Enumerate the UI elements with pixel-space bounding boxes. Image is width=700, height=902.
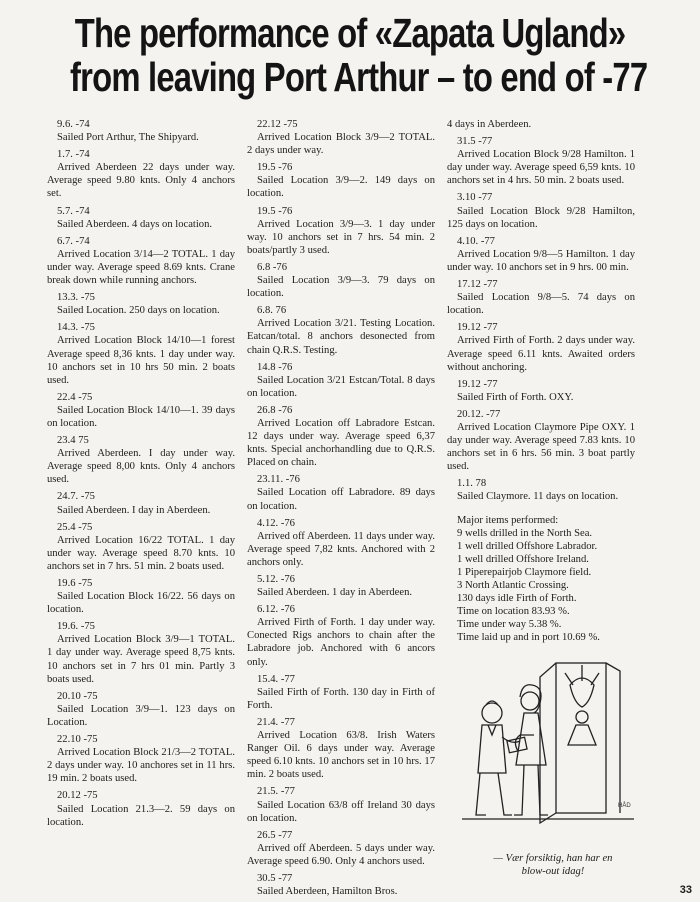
log-entry-date: 14.8 -76 — [257, 361, 293, 373]
log-entry — [47, 620, 235, 685]
log-entry-text: Sailed Firth of Forth. 130 day in Firth of Forth. — [247, 686, 435, 711]
log-entry-date: 1.7. -74 — [57, 149, 90, 161]
log-entry-text: Arrived Aberdeen 22 days under way. Average speed 9.80 knts. Only 4 anchors set. — [47, 162, 235, 200]
log-entry-date: 15.4. -77 — [257, 673, 295, 685]
log-entry-date: 6.7. -74 — [57, 235, 90, 247]
major-item: Time laid up and in port 10.69 %. — [457, 632, 600, 644]
log-entry-text: Sailed Aberdeen. I day in Aberdeen. — [57, 504, 211, 516]
log-entry-date: 22.10 -75 — [57, 734, 98, 746]
log-entry-text: Sailed Location 9/8—5. 74 days on location. — [447, 292, 635, 317]
log-entry-text: Sailed Location Block 14/10—1. 39 days on location. — [47, 404, 235, 429]
log-column-3 — [447, 118, 635, 644]
log-entry-text: Arrived off Aberdeen. 11 days under way. Average speed 7,82 knts. Anchored with 2 anchors only. — [247, 530, 435, 568]
log-entry — [47, 789, 235, 828]
log-entry — [247, 872, 435, 898]
log-entry — [247, 404, 435, 469]
major-items-section — [447, 514, 635, 645]
log-column-2 — [247, 118, 435, 902]
log-entry — [247, 304, 435, 356]
major-item: 1 well drilled Offshore Labrador. — [457, 540, 598, 552]
log-entry-text: Sailed Aberdeen. 1 day in Aberdeen. — [257, 587, 413, 599]
log-entry-date: 19.12 -77 — [457, 322, 498, 334]
log-entry-date: 20.10 -75 — [57, 690, 98, 702]
log-entry-date: 17.12 -77 — [457, 279, 498, 291]
log-entry-date: 22.12 -75 — [257, 119, 298, 130]
log-entry-date: 3.10 -77 — [457, 192, 493, 204]
log-entry — [47, 521, 235, 573]
log-entry-date: 19.12 -77 — [457, 378, 498, 390]
log-entry-date: 23.4 75 — [57, 435, 89, 447]
log-entry-date: 24.7. -75 — [57, 491, 95, 503]
log-entry-text: Sailed Aberdeen. 4 days on location. — [57, 218, 213, 230]
log-entry-text: Arrived Location 16/22 TOTAL. 1 day under way. Average speed 8.70 knts. 10 anchors set in 7 hrs. 51 min. 2 boats used. — [47, 534, 235, 572]
log-entry-date: 20.12. -77 — [457, 408, 501, 420]
log-entry-text: Sailed Location Block 9/28 Hamilton, 125 days on location. — [447, 205, 635, 230]
log-entry — [447, 278, 635, 317]
log-entry-date: 4.12. -76 — [257, 517, 295, 529]
log-entry — [247, 261, 435, 300]
page-number: 33 — [679, 884, 692, 896]
log-entry — [247, 673, 435, 712]
major-item: 130 days idle Firth of Forth. — [457, 593, 577, 605]
cartoon-illustration — [458, 655, 638, 830]
log-entry-text: Arrived Location Block 9/28 Hamilton. 1 day under way. Average speed 6,59 knts. 10 anchors set in 4 hrs. 50 min. 2 boats used. — [447, 149, 635, 187]
major-item: Time on location 83.93 %. — [457, 606, 570, 618]
log-entry-text: Sailed Firth of Forth. OXY. — [457, 391, 574, 403]
log-entry-text: Sailed Port Arthur, The Shipyard. — [57, 132, 199, 144]
log-entry-date: 5.12. -76 — [257, 574, 295, 585]
log-entry-text: Sailed Location 3/9—2. 149 days on location. — [247, 175, 435, 200]
log-entry-date: 19.5 -76 — [257, 162, 293, 174]
log-entry-date: 20.12 -75 — [57, 790, 98, 802]
log-entry-text: Arrived Location Block 3/9—2 TOTAL. 2 days under way. — [247, 132, 435, 157]
log-entry-text: Arrived Location 63/8. Irish Waters Ranger Oil. 6 days under way. Average speed 6.10 knts. 10 anchors set in 10 hrs. 17 min. 2 boats used. — [247, 730, 435, 781]
log-entry-text: Arrived Location off Labradore Estcan. 12 days under way. Average speed 6,37 knts. Special anchorhandling due to Q.R.S. Placed on chain. — [247, 417, 435, 469]
log-entry-text: Sailed Location 63/8 off Ireland 30 days on location. — [247, 799, 435, 824]
log-entry-text: Sailed Location 3/21 Estcan/Total. 8 days on location. — [247, 374, 435, 399]
log-entry — [247, 716, 435, 781]
log-entry-text: Arrived Location Block 21/3—2 TOTAL. 2 days under way. 10 anchores set in 11 hrs. 19 min. 2 boats used. — [47, 747, 235, 785]
log-entry-date: 23.11. -76 — [257, 474, 300, 486]
log-entry — [47, 577, 235, 616]
log-entry-date: 1.1. 78 — [457, 478, 487, 490]
major-item: 9 wells drilled in the North Sea. — [457, 527, 593, 539]
log-entry-text: Sailed Location Block 16/22. 56 days on location. — [47, 591, 235, 616]
log-entry — [447, 378, 635, 404]
log-entry-date: 22.4 -75 — [57, 391, 93, 403]
major-item: 1 well drilled Offshore Ireland. — [457, 553, 589, 565]
log-entry-date: 6.8 -76 — [257, 261, 288, 273]
log-entry-date: 6.12. -76 — [257, 604, 295, 616]
log-entry-text: Arrived Location Claymore Pipe OXY. 1 day under way. Average speed 7.83 knts. 10 anchors set in 6 hrs. 56 min. 3 boat partly used. — [447, 421, 635, 473]
log-entry-text: Sailed Location off Labradore. 89 days on location. — [247, 487, 435, 512]
log-entry — [247, 573, 435, 599]
log-entry — [247, 161, 435, 200]
log-entry-date: 30.5 -77 — [257, 872, 293, 884]
cartoon-caption-line-1: — Vær forsiktig, han har en — [493, 853, 613, 864]
log-entry — [247, 829, 435, 868]
log-entry-text: Arrived Firth of Forth. 1 day under way. Conected Rigs anchors to chain after the Labradore job. Anchored with 6 ancors only. — [247, 617, 435, 668]
major-item: 3 North Atlantic Crossing. — [457, 580, 569, 591]
log-entry — [247, 603, 435, 668]
cartoon-caption — [458, 852, 648, 878]
log-entry-text: Sailed Location 3/9—1. 123 days on Location. — [47, 703, 235, 728]
log-entry-text: Arrived Location 3/9—3. 1 day under way. 10 anchors set in 7 hrs. 54 min. 2 boats/partly 3 used. — [247, 218, 435, 256]
log-entry — [47, 391, 235, 430]
log-entry-date: 19.6. -75 — [57, 621, 95, 633]
log-entry-text: Arrived Location Block 14/10—1 forest Average speed 8,36 knts. 1 day under way. 10 anchors set in 10 hrs 50 min. 2 boats used. — [47, 335, 235, 386]
log-column-1 — [47, 118, 235, 833]
log-entry — [447, 408, 635, 473]
log-entry-text: Sailed Location 21.3—2. 59 days on location. — [47, 803, 235, 828]
log-entry-text: Arrived Firth of Forth. 2 days under way. Average speed 6.11 knts. Awaited orders without anchoring. — [447, 335, 635, 373]
log-entry-date: 31.5 -77 — [457, 136, 493, 148]
log-entry — [447, 477, 635, 503]
log-entry — [247, 118, 435, 157]
log-entry-date: 6.8. 76 — [257, 305, 287, 317]
log-entry-date: 26.5 -77 — [257, 829, 293, 841]
major-item: Time under way 5.38 %. — [457, 619, 562, 631]
log-column-3-entries — [447, 118, 635, 504]
log-entry-date: 26.8 -76 — [257, 404, 293, 416]
log-entry-text: Arrived Aberdeen. I day under way. Average speed 8,00 knts. Only 4 anchors used. — [47, 448, 235, 486]
log-entry-text: Sailed Location. 250 days on location. — [57, 305, 220, 317]
log-entry — [47, 205, 235, 231]
log-entry-text: Arrived Location 3/21. Testing Location. Eatcan/total. 8 anchors desonected from chain Q.R.S. Testing. — [247, 318, 435, 356]
log-entry — [447, 191, 635, 230]
log-entry — [47, 434, 235, 486]
major-items-list — [447, 527, 635, 645]
log-entry — [47, 733, 235, 785]
log-entry-date: 13.3. -75 — [57, 292, 95, 304]
log-entry — [447, 118, 635, 131]
log-entry — [247, 205, 435, 257]
log-entry — [47, 321, 235, 386]
log-entry — [247, 473, 435, 512]
log-entry-date: 5.7. -74 — [57, 205, 90, 217]
log-entry-date: 21.5. -77 — [257, 786, 295, 798]
log-entry-date: 4.10. -77 — [457, 235, 495, 247]
cartoon-caption-line-2: blow-out idag! — [521, 866, 585, 877]
log-entry — [447, 235, 635, 274]
log-entry — [447, 321, 635, 373]
log-entry — [47, 490, 235, 516]
log-entry-text: Arrived Location Block 3/9—1 TOTAL. 1 day under way. Average speed 8,75 knts. 10 anchors set in 7 hrs 01 min. Partly 3 boats used. — [47, 634, 235, 685]
log-entry — [47, 118, 235, 144]
log-entry — [247, 785, 435, 824]
log-entry — [47, 235, 235, 287]
page-title-line-1: The performance of «Zapata Ugland» — [74, 10, 626, 56]
log-entry — [47, 148, 235, 200]
log-entry — [447, 135, 635, 187]
log-entry-date: 14.3. -75 — [57, 322, 95, 334]
svg-text:HÅD: HÅD — [618, 803, 631, 809]
log-entry-date: 19.5 -76 — [257, 205, 293, 217]
log-entry-date: 25.4 -75 — [57, 521, 93, 533]
log-entry-text: Arrived Location 9/8—5 Hamilton. 1 day under way. 10 anchors set in 9 hrs. 00 min. — [447, 248, 635, 273]
page-title-line-2: from leaving Port Arthur – to end of -77 — [70, 54, 648, 100]
log-entry-text: Sailed Location 3/9—3. 79 days on location. — [247, 275, 435, 300]
log-entry-date: 9.6. -74 — [57, 119, 90, 130]
log-entry-text: Sailed Claymore. 11 days on location. — [457, 491, 619, 503]
log-entry-text: Sailed Aberdeen, Hamilton Bros. — [257, 886, 398, 898]
major-items-title: Major items performed: — [457, 514, 559, 526]
log-entry — [47, 291, 235, 317]
log-entry-date: 21.4. -77 — [257, 716, 295, 728]
log-entry — [47, 690, 235, 729]
log-entry — [247, 517, 435, 569]
log-entry-text: Arrived off Aberdeen. 5 days under way. Average speed 6.90. Only 4 anchors used. — [247, 842, 435, 867]
log-entry — [247, 361, 435, 400]
log-entry-date: 19.6 -75 — [57, 578, 93, 589]
log-entry-text: Arrived Location 3/14—2 TOTAL. 1 day under way. Average speed 8.69 knts. Crane break down while running anchors. — [47, 248, 235, 287]
major-item: 1 Piperepairjob Claymore field. — [457, 566, 592, 578]
log-entry-text: 4 days in Aberdeen. — [447, 119, 532, 130]
